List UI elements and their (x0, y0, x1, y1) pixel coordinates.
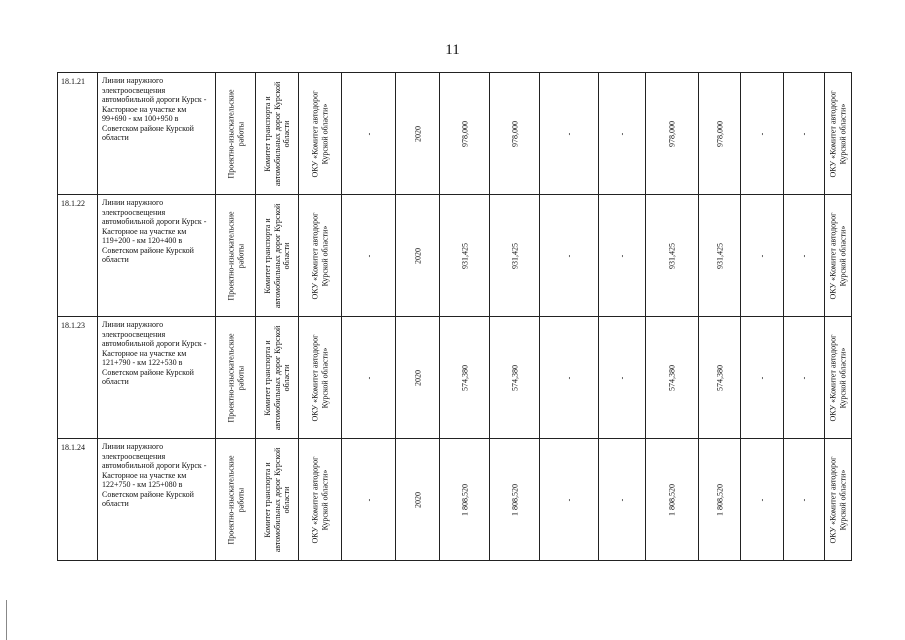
cell-value: - (564, 498, 574, 501)
row-number: 18.1.24 (58, 439, 98, 561)
amount-cell: 574,380 (714, 364, 724, 391)
recipient: ОКУ «Комитет автодорог Курской области» (828, 90, 847, 177)
document-table (57, 72, 852, 561)
executor: ОКУ «Комитет автодорог Курской области» (310, 90, 329, 177)
scan-margin-mark (6, 600, 7, 640)
cell-value: - (757, 132, 767, 135)
amount-cell: 931,425 (459, 242, 469, 269)
object-name: Линии наружного электроосвещения автомобильной дороги Курск - Касторное на участке км 121+790 - км 122+530 в Советском районе Курской области (98, 317, 216, 439)
amount-cell: 978,000 (459, 120, 469, 147)
executor: ОКУ «Комитет автодорог Курской области» (310, 212, 329, 299)
cell-value: - (799, 498, 809, 501)
cell-value: - (617, 254, 627, 257)
cell-value: - (757, 498, 767, 501)
page-number: 11 (445, 42, 460, 58)
work-type: Проектно-изыскательские работы (226, 454, 245, 545)
recipient: ОКУ «Комитет автодорог Курской области» (828, 212, 847, 299)
cell-value: - (363, 254, 373, 257)
table-row (58, 439, 852, 561)
amount-cell: 1 808,520 (509, 483, 519, 516)
amount-cell: 978,000 (509, 120, 519, 147)
amount-cell: 1 808,520 (714, 483, 724, 516)
customer: Комитет транспорта и автомобильных дорог Курской области (262, 203, 291, 308)
row-number: 18.1.23 (58, 317, 98, 439)
row-number: 18.1.22 (58, 195, 98, 317)
recipient: ОКУ «Комитет автодорог Курской области» (828, 456, 847, 543)
cell-value: - (363, 376, 373, 379)
cell-value: - (564, 132, 574, 135)
cell-value: - (757, 254, 767, 257)
table-row (58, 195, 852, 317)
recipient: ОКУ «Комитет автодорог Курской области» (828, 334, 847, 421)
work-type: Проектно-изыскательские работы (226, 210, 245, 301)
year-cell: 2020 (412, 247, 422, 264)
cell-value: - (564, 254, 574, 257)
cell-value: - (617, 498, 627, 501)
amount-cell: 574,380 (667, 364, 677, 391)
year-cell: 2020 (412, 491, 422, 508)
year-cell: 2020 (412, 125, 422, 142)
cell-value: - (617, 132, 627, 135)
amount-cell: 574,380 (509, 364, 519, 391)
amount-cell: 931,425 (509, 242, 519, 269)
table-row (58, 73, 852, 195)
cell-value: - (757, 376, 767, 379)
cell-value: - (799, 376, 809, 379)
work-type: Проектно-изыскательские работы (226, 88, 245, 179)
object-name: Линии наружного электроосвещения автомобильной дороги Курск - Касторное на участке км 119+200 - км 120+400 в Советском районе Курской области (98, 195, 216, 317)
customer: Комитет транспорта и автомобильных дорог Курской области (262, 81, 291, 186)
amount-cell: 978,000 (667, 120, 677, 147)
amount-cell: 978,000 (714, 120, 724, 147)
amount-cell: 931,425 (667, 242, 677, 269)
amount-cell: 1 808,520 (459, 483, 469, 516)
table-row (58, 317, 852, 439)
customer: Комитет транспорта и автомобильных дорог Курской области (262, 447, 291, 552)
cell-value: - (617, 376, 627, 379)
cell-value: - (363, 132, 373, 135)
cell-value: - (799, 132, 809, 135)
cell-value: - (799, 254, 809, 257)
executor: ОКУ «Комитет автодорог Курской области» (310, 456, 329, 543)
row-number: 18.1.21 (58, 73, 98, 195)
work-type: Проектно-изыскательские работы (226, 332, 245, 423)
amount-cell: 1 808,520 (667, 483, 677, 516)
amount-cell: 931,425 (714, 242, 724, 269)
amount-cell: 574,380 (459, 364, 469, 391)
cell-value: - (564, 376, 574, 379)
executor: ОКУ «Комитет автодорог Курской области» (310, 334, 329, 421)
object-name: Линии наружного электроосвещения автомобильной дороги Курск - Касторное на участке км 122+750 - км 125+080 в Советском районе Курской области (98, 439, 216, 561)
object-name: Линии наружного электроосвещения автомобильной дороги Курск - Касторное на участке км 99+690 - км 100+950 в Советском районе Курской области (98, 73, 216, 195)
customer: Комитет транспорта и автомобильных дорог Курской области (262, 325, 291, 430)
cell-value: - (363, 498, 373, 501)
year-cell: 2020 (412, 369, 422, 386)
